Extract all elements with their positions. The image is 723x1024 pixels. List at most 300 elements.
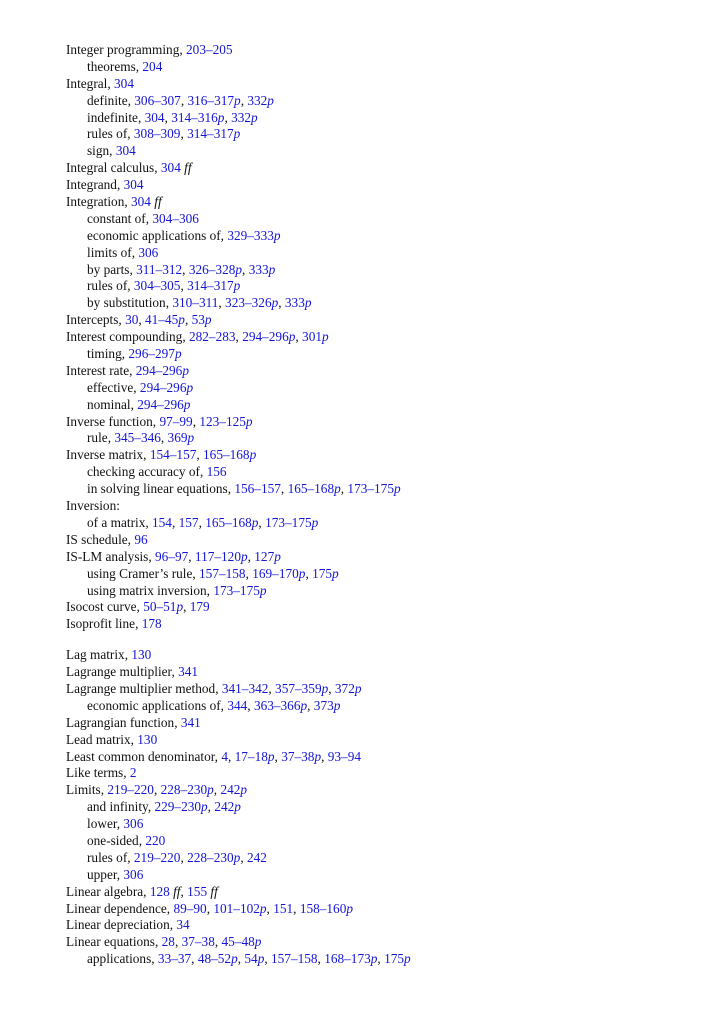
- page-number: 168–173: [324, 951, 371, 967]
- page-number: 341: [180, 714, 201, 730]
- page-suffix: p: [240, 782, 248, 798]
- page-reference-link[interactable]: [136, 363, 189, 378]
- page-reference-link[interactable]: [137, 397, 190, 412]
- page-number: 373: [313, 697, 334, 713]
- page-number: 156–157: [234, 481, 281, 497]
- index-term: Inverse matrix: [66, 447, 144, 463]
- index-term: effective: [87, 379, 134, 395]
- page-reference-link[interactable]: [128, 346, 181, 361]
- page-number: 219–220: [133, 849, 181, 865]
- page-reference-link[interactable]: [123, 867, 143, 882]
- page-number: 357–359: [275, 680, 322, 696]
- page-number: 306: [138, 244, 159, 260]
- index-term: economic applications of: [87, 227, 221, 243]
- index-term: by parts: [87, 261, 130, 277]
- page-number: 228–230: [160, 782, 208, 798]
- page-suffix: p: [235, 261, 243, 277]
- index-term: Integer programming: [66, 42, 180, 57]
- page-reference-link[interactable]: [247, 93, 274, 108]
- page-number: 157–158: [271, 951, 318, 967]
- page-number: 323–326: [225, 295, 272, 311]
- page-reference-link[interactable]: [181, 715, 201, 730]
- page-reference-link[interactable]: [136, 262, 182, 277]
- index-subentry: definite, 306–307, 316–317p, 332p: [87, 92, 274, 108]
- page-reference-link[interactable]: [187, 850, 240, 865]
- index-term: rules of: [87, 278, 128, 294]
- index-term: IS schedule: [66, 531, 128, 547]
- index-term: rule: [87, 430, 108, 446]
- index-entry: Intercepts, 30, 41–45p, 53p: [66, 312, 212, 328]
- page-reference-link[interactable]: [134, 532, 147, 547]
- index-term: Lead matrix: [66, 731, 131, 747]
- page-suffix: p: [233, 278, 241, 294]
- page-reference-link[interactable]: [140, 380, 193, 395]
- page-reference-link[interactable]: [145, 110, 165, 125]
- index-entry: Interest rate, 294–296p: [66, 362, 189, 378]
- page-number: 310–311: [172, 295, 219, 311]
- page-reference-link[interactable]: [207, 464, 227, 479]
- page-reference-link[interactable]: [192, 312, 212, 327]
- page-reference-link[interactable]: [199, 414, 252, 429]
- page-reference-link[interactable]: [254, 549, 281, 564]
- page-number: 173–175: [265, 514, 312, 530]
- page-reference-link[interactable]: [275, 681, 328, 696]
- page-reference-link[interactable]: [254, 698, 307, 713]
- index-subentry: rules of, 308–309, 314–317p: [87, 126, 241, 142]
- index-term: in solving linear equations: [87, 481, 228, 497]
- index-term: Integral calculus: [66, 160, 155, 176]
- index-term: Isocost curve: [66, 599, 137, 615]
- page-suffix: p: [259, 582, 267, 598]
- page-number: 154: [152, 514, 172, 530]
- page-number: 326–328: [188, 261, 236, 277]
- index-subentry: economic applications of, 344, 363–366p, 373p: [87, 697, 341, 713]
- page-reference-link[interactable]: [114, 430, 161, 445]
- index-term: and infinity: [87, 799, 148, 815]
- page-reference-link[interactable]: [114, 76, 134, 91]
- page-suffix: p: [176, 599, 184, 615]
- page-reference-link[interactable]: [152, 515, 172, 530]
- page-number: 311–312: [136, 261, 183, 277]
- page-number: 89–90: [173, 900, 207, 916]
- page-reference-link[interactable]: [131, 194, 162, 209]
- page-number: 37–38: [281, 748, 315, 764]
- page-reference-link[interactable]: [312, 566, 339, 581]
- page-number: 2: [129, 765, 137, 781]
- page-reference-link[interactable]: [247, 850, 267, 865]
- index-entry: Linear algebra, 128 ff, 155 ff: [66, 883, 218, 899]
- page-reference-link[interactable]: [220, 782, 247, 797]
- page-reference-link[interactable]: [222, 681, 269, 696]
- page-reference-link[interactable]: [172, 295, 218, 310]
- page-suffix: p: [311, 514, 319, 530]
- index-term: constant of: [87, 210, 146, 226]
- page-suffix: p: [183, 396, 191, 412]
- page-number: 372: [334, 680, 355, 696]
- index-term: Intercepts: [66, 312, 119, 328]
- page-reference-link[interactable]: [288, 481, 341, 496]
- page-reference-link[interactable]: [199, 566, 246, 581]
- page-reference-link[interactable]: [227, 698, 247, 713]
- page-reference-link[interactable]: [179, 515, 199, 530]
- page-suffix: p: [321, 680, 329, 696]
- page-reference-link[interactable]: [159, 414, 192, 429]
- index-term: Interest compounding: [66, 329, 183, 345]
- page-suffix: p: [240, 548, 248, 564]
- page-number: 294–296: [139, 379, 187, 395]
- page-suffix: p: [234, 92, 241, 108]
- index-term: sign: [87, 143, 110, 159]
- index-term: applications: [87, 951, 152, 967]
- index-subentry: of a matrix, 154, 157, 165–168p, 173–175p: [87, 514, 319, 530]
- page-reference-link[interactable]: [182, 934, 215, 949]
- index-term: lower: [87, 816, 117, 832]
- index-subentry: applications, 33–37, 48–52p, 54p, 157–158, 168–173p, 175p: [87, 951, 411, 967]
- index-term: Limits: [66, 782, 101, 798]
- index-term: nominal: [87, 396, 131, 412]
- page-reference-link[interactable]: [244, 951, 264, 966]
- page-reference-link[interactable]: [171, 110, 224, 125]
- page-reference-link[interactable]: [123, 816, 143, 831]
- page-reference-link[interactable]: [213, 583, 266, 598]
- index-term: Interest rate: [66, 362, 130, 378]
- page-suffix: p: [274, 548, 281, 564]
- page-number: 154–157: [149, 447, 197, 463]
- page-number: 344: [227, 697, 248, 713]
- page-reference-link[interactable]: [265, 515, 318, 530]
- page-reference-link[interactable]: [234, 481, 281, 496]
- page-reference-link[interactable]: [131, 647, 151, 662]
- page-reference-link[interactable]: [155, 549, 188, 564]
- page-reference-link[interactable]: [187, 126, 240, 141]
- page-suffix: p: [245, 413, 253, 429]
- page-number: 128: [149, 883, 170, 899]
- page-number: 48–52: [197, 951, 232, 967]
- index-entry: Inverse matrix, 154–157, 165–168p: [66, 447, 257, 463]
- index-entry: Limits, 219–220, 228–230p, 242p: [66, 782, 248, 798]
- index-subentry: effective, 294–296p: [87, 379, 194, 395]
- index-subentry: checking accuracy of, 156: [87, 464, 227, 480]
- index-subentry: theorems, 204: [87, 58, 163, 74]
- page-reference-link[interactable]: [186, 42, 233, 57]
- page-reference-link[interactable]: [161, 160, 192, 175]
- page-suffix: p: [201, 799, 208, 815]
- index-entry: Lead matrix, 130: [66, 731, 158, 747]
- page-number: 314–317: [187, 126, 234, 142]
- page-reference-link[interactable]: [154, 799, 207, 814]
- page-number: 175: [384, 951, 405, 967]
- index-subentry: economic applications of, 329–333p: [87, 227, 281, 243]
- page-number: 341–342: [221, 680, 269, 696]
- page-number: 30: [125, 312, 139, 328]
- page-number: 316–317: [187, 92, 235, 108]
- page-reference-link[interactable]: [190, 599, 210, 614]
- page-number: 314–316: [171, 109, 218, 125]
- page-number: 34: [176, 917, 190, 933]
- page-reference-link[interactable]: [137, 732, 157, 747]
- page-reference-link[interactable]: [252, 566, 305, 581]
- page-reference-link[interactable]: [384, 951, 411, 966]
- page-reference-link[interactable]: [221, 749, 228, 764]
- index-subentry: in solving linear equations, 156–157, 165–168p, 173–175p: [87, 481, 401, 497]
- index-entry: Isoprofit line, 178: [66, 616, 162, 632]
- page-number: 304: [144, 109, 165, 125]
- index-entry: Integral calculus, 304 ff: [66, 160, 192, 176]
- page-suffix: p: [273, 227, 281, 243]
- page-number: 304: [160, 160, 181, 176]
- page-reference-link[interactable]: [178, 664, 198, 679]
- page-reference-link[interactable]: [145, 833, 165, 848]
- page-number: 369: [167, 430, 188, 446]
- page-reference-link[interactable]: [231, 110, 258, 125]
- index-subentry: rules of, 219–220, 228–230p, 242: [87, 849, 267, 865]
- page-suffix: p: [404, 951, 411, 967]
- page-number: 173–175: [213, 582, 260, 598]
- page-reference-link[interactable]: [271, 951, 318, 966]
- page-number: 229–230: [154, 799, 202, 815]
- page-reference-link[interactable]: [195, 549, 248, 564]
- page-reference-link[interactable]: [242, 329, 295, 344]
- index-column: [66, 42, 706, 968]
- index-subentry: by parts, 311–312, 326–328p, 333p: [87, 261, 276, 277]
- page-number: 306: [123, 866, 144, 882]
- page-reference-link[interactable]: [203, 447, 256, 462]
- page-reference-link[interactable]: [162, 934, 175, 949]
- page-number: 304: [131, 194, 151, 210]
- index-entry: Integral, 304: [66, 75, 134, 91]
- page-reference-link[interactable]: [281, 749, 321, 764]
- page-reference-link[interactable]: [142, 59, 162, 74]
- page-number: 130: [137, 731, 158, 747]
- index-term: rules of: [87, 126, 128, 142]
- page-reference-link[interactable]: [152, 211, 199, 226]
- page-number: 123–125: [199, 413, 246, 429]
- index-term: Integrand: [66, 177, 117, 193]
- page-suffix: ff: [207, 883, 218, 899]
- page-number: 294–296: [242, 329, 289, 345]
- page-number: 304: [123, 177, 144, 193]
- page-suffix: p: [251, 109, 258, 125]
- page-number: 130: [131, 647, 152, 663]
- page-number: 165–168: [205, 514, 252, 530]
- page-number: 294–296: [137, 396, 184, 412]
- page-number: 332: [231, 109, 252, 125]
- page-reference-link[interactable]: [158, 951, 191, 966]
- index-entry: Isocost curve, 50–51p, 179: [66, 599, 210, 615]
- page-reference-link[interactable]: [187, 278, 240, 293]
- page-number: 17–18: [234, 748, 268, 764]
- page-reference-link[interactable]: [150, 447, 197, 462]
- page-reference-link[interactable]: [249, 262, 276, 277]
- page-number: 96–97: [155, 548, 189, 564]
- index-term: checking accuracy of: [87, 464, 200, 480]
- page-number: 151: [273, 900, 294, 916]
- index-entry: Lagrangian function, 341: [66, 714, 201, 730]
- page-suffix: p: [334, 481, 341, 497]
- index-entry: Interest compounding, 282–283, 294–296p, 301p: [66, 329, 329, 345]
- page-number: 304–306: [152, 210, 199, 226]
- index-subentry: using matrix inversion, 173–175p: [87, 582, 267, 598]
- index-term: upper: [87, 866, 117, 882]
- page-reference-link[interactable]: [134, 93, 181, 108]
- index-term: timing: [87, 346, 122, 362]
- index-term: Inversion:: [66, 498, 120, 514]
- index-term: of a matrix: [87, 514, 146, 530]
- page-reference-link[interactable]: [134, 126, 181, 141]
- page-reference-link[interactable]: [187, 884, 218, 899]
- index-entry: Linear dependence, 89–90, 101–102p, 151, 158–160p: [66, 900, 354, 916]
- page-reference-link[interactable]: [145, 312, 185, 327]
- page-suffix: ff: [180, 160, 192, 176]
- page-suffix: p: [346, 900, 354, 916]
- page-reference-link[interactable]: [189, 329, 236, 344]
- page-reference-link[interactable]: [134, 850, 181, 865]
- page-number: 219–220: [107, 782, 154, 798]
- index-entry: Like terms, 2: [66, 765, 137, 781]
- page-reference-link[interactable]: [285, 295, 312, 310]
- page-reference-link[interactable]: [300, 901, 353, 916]
- index-entry: Integer programming, 203–205: [66, 42, 233, 57]
- page-reference-link[interactable]: [176, 917, 189, 932]
- page-number: 282–283: [188, 329, 236, 345]
- index-entry: Integrand, 304: [66, 177, 144, 193]
- index-entry: [66, 498, 706, 515]
- page-number: 333: [284, 295, 305, 311]
- page-suffix: p: [182, 362, 189, 378]
- page-suffix: ff: [150, 194, 162, 210]
- page-reference-link[interactable]: [116, 143, 136, 158]
- page-reference-link[interactable]: [314, 698, 341, 713]
- page-reference-link[interactable]: [189, 262, 242, 277]
- page-reference-link[interactable]: [142, 616, 162, 631]
- index-subentry: and infinity, 229–230p, 242p: [87, 799, 241, 815]
- page-reference-link[interactable]: [130, 765, 137, 780]
- page-number: 306: [123, 816, 144, 832]
- page-number: 228–230: [187, 849, 234, 865]
- index-term: using Cramer’s rule: [87, 565, 193, 581]
- page-suffix: p: [257, 951, 265, 967]
- index-term: Lagrange multiplier: [66, 664, 172, 680]
- page-number: 304–305: [133, 278, 181, 294]
- page-number: 341: [178, 664, 199, 680]
- index-term: one-sided: [87, 832, 139, 848]
- page-suffix: p: [259, 900, 267, 916]
- page-number: 304: [115, 143, 136, 159]
- index-term: Lagrangian function: [66, 714, 175, 730]
- page-reference-link[interactable]: [173, 901, 206, 916]
- index-term: theorems: [87, 58, 136, 74]
- page-number: 54: [244, 951, 258, 967]
- page-number: 178: [141, 616, 162, 632]
- page-suffix: p: [304, 295, 312, 311]
- page-number: 306–307: [134, 92, 181, 108]
- index-term: Inverse function: [66, 413, 153, 429]
- page-reference-link[interactable]: [198, 951, 238, 966]
- page-suffix: p: [332, 565, 339, 581]
- page-reference-link[interactable]: [273, 901, 293, 916]
- index-subentry: using Cramer’s rule, 157–158, 169–170p, 175p: [87, 565, 339, 581]
- page-number: 363–366: [253, 697, 301, 713]
- page-reference-link[interactable]: [134, 278, 181, 293]
- index-subentry: rules of, 304–305, 314–317p: [87, 278, 241, 294]
- page-number: 203–205: [186, 42, 233, 57]
- index-term: Least common denominator: [66, 748, 215, 764]
- page-reference-link[interactable]: [187, 93, 240, 108]
- index-subentry: rule, 345–346, 369p: [87, 430, 195, 446]
- page-number: 333: [248, 261, 269, 277]
- index-subentry: constant of, 304–306: [87, 210, 199, 226]
- page-number: 296–297: [128, 346, 175, 362]
- page-number: 308–309: [133, 126, 181, 142]
- index-term: by substitution: [87, 295, 166, 311]
- index-term: Linear algebra: [66, 883, 144, 899]
- page-reference-link[interactable]: [347, 481, 400, 496]
- index-entry: Integration, 304 ff: [66, 194, 162, 210]
- page-reference-link[interactable]: [222, 934, 262, 949]
- page-reference-link[interactable]: [227, 228, 280, 243]
- page-reference-link[interactable]: [205, 515, 258, 530]
- page-suffix: p: [322, 329, 329, 345]
- index-subentry: sign, 304: [87, 143, 136, 159]
- page-reference-link[interactable]: [235, 749, 275, 764]
- page-number: 41–45: [145, 312, 179, 328]
- page-reference-link[interactable]: [213, 901, 266, 916]
- page-reference-link[interactable]: [150, 884, 181, 899]
- page-reference-link[interactable]: [168, 430, 195, 445]
- page-suffix: p: [314, 748, 322, 764]
- index-subentry: upper, 306: [87, 866, 144, 882]
- page-reference-link[interactable]: [225, 295, 278, 310]
- page-number: 345–346: [114, 430, 161, 446]
- page-suffix: ff: [169, 883, 181, 899]
- page-reference-link[interactable]: [328, 749, 361, 764]
- page-reference-link[interactable]: [161, 782, 214, 797]
- index-subentry: by substitution, 310–311, 323–326p, 333p: [87, 295, 312, 311]
- page-suffix: p: [300, 697, 308, 713]
- page-number: 301: [302, 329, 322, 345]
- page-number: 242: [214, 799, 235, 815]
- index-subentry: limits of, 306: [87, 244, 159, 260]
- page-suffix: p: [267, 92, 274, 108]
- page-suffix: p: [187, 430, 195, 446]
- page-number: 332: [247, 92, 268, 108]
- page-reference-link[interactable]: [107, 782, 154, 797]
- page-suffix: p: [288, 329, 296, 345]
- page-reference-link[interactable]: [324, 951, 377, 966]
- page-reference-link[interactable]: [138, 245, 158, 260]
- index-entry: Lag matrix, 130: [66, 647, 152, 663]
- page-number: 204: [142, 58, 163, 74]
- page-number: 101–102: [213, 900, 260, 916]
- page-number: 53: [191, 312, 205, 328]
- page-reference-link[interactable]: [143, 599, 183, 614]
- page-suffix: p: [251, 514, 259, 530]
- page-number: 155: [187, 883, 208, 899]
- page-reference-link[interactable]: [302, 329, 329, 344]
- page-number: 242: [246, 849, 267, 865]
- index-term: rules of: [87, 849, 128, 865]
- index-entry: Linear depreciation, 34: [66, 917, 190, 933]
- page-reference-link[interactable]: [335, 681, 362, 696]
- index-term: Linear equations: [66, 934, 155, 950]
- page-reference-link[interactable]: [124, 177, 144, 192]
- index-term: IS-LM analysis: [66, 548, 149, 564]
- page-number: 169–170: [252, 565, 299, 581]
- page-suffix: p: [254, 934, 262, 950]
- page-number: 173–175: [347, 481, 394, 497]
- page-reference-link[interactable]: [125, 312, 138, 327]
- page-reference-link[interactable]: [214, 799, 241, 814]
